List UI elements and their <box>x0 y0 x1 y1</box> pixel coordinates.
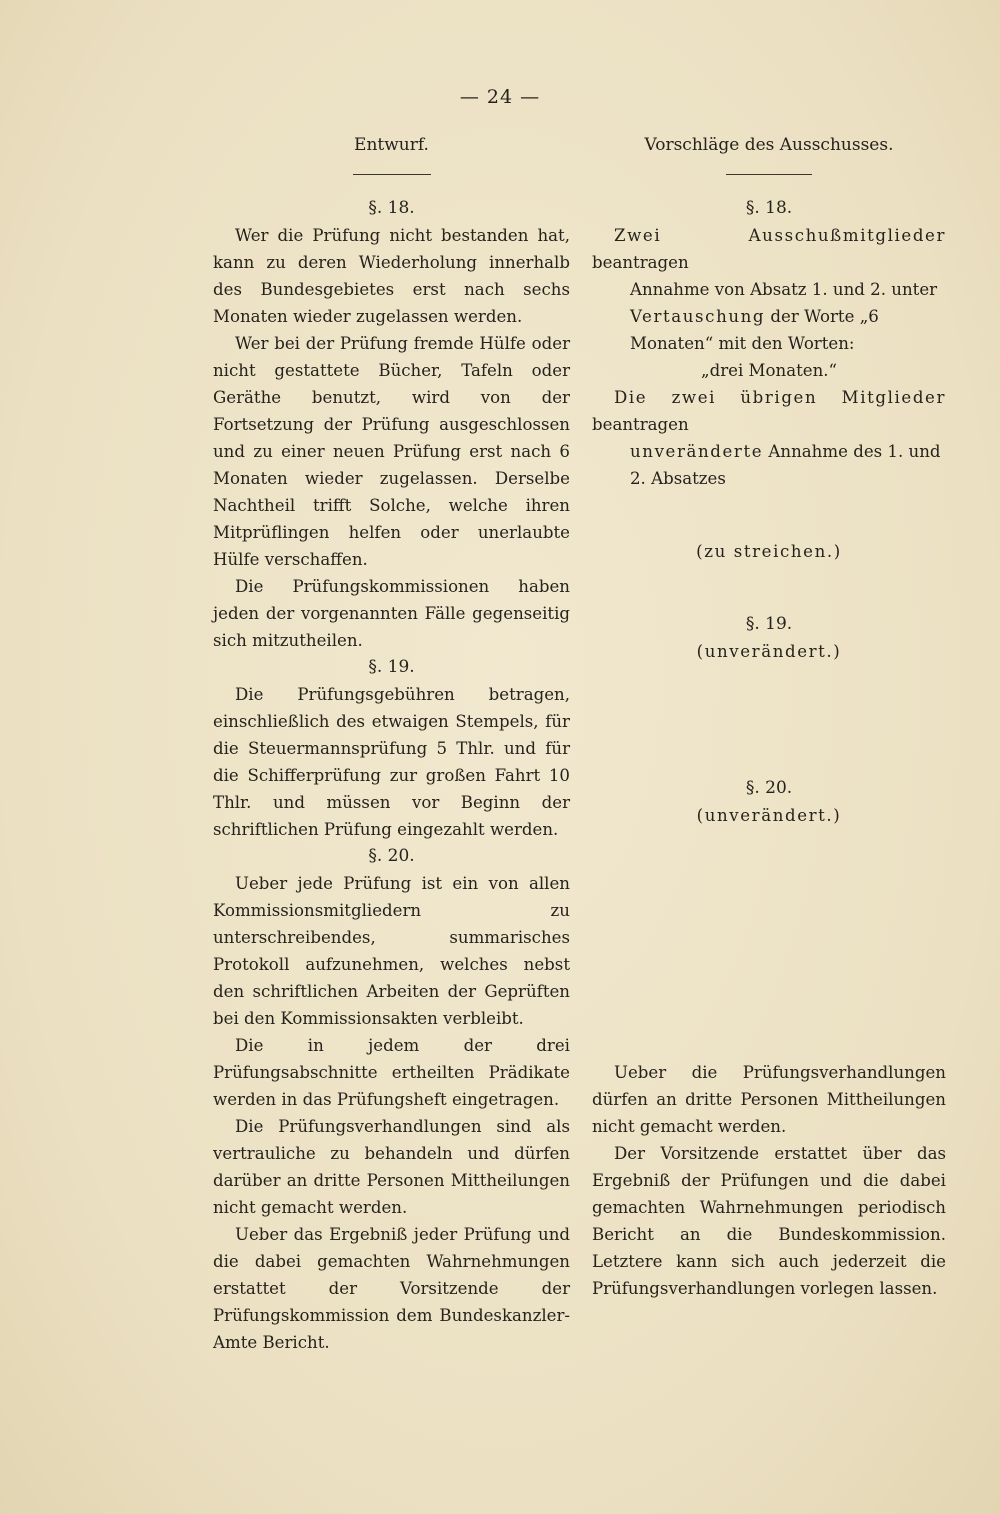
text: Annahme von Absatz 1. und 2. unter <box>630 280 938 299</box>
paragraph: Die Prüfungsverhandlungen sind als vertrauliche zu behandeln und dürfen darüber an dritte Personen Mittheilungen nicht gemacht werden. <box>213 1117 570 1217</box>
paragraph: Wer bei der Prüfung fremde Hülfe oder nicht gestattete Bücher, Tafeln oder Geräthe benutzt, wird von der Fortsetzung der Prüfung ausgeschlossen und zu einer neuen Prüfung erst nach 6 Monaten wieder zugelassen. Derselbe Nachtheil trifft Solche, welche ihren Mitprüflingen helfen oder unerlaubte Hülfe verschaffen. <box>213 334 570 569</box>
spaced-text: unveränderte <box>630 442 764 461</box>
paragraph: Die Prüfungskommissionen haben jeden der vorgenannten Fälle gegenseitig sich mitzutheilen. <box>213 577 570 650</box>
draft-column <box>213 130 570 1356</box>
proposal-line <box>592 384 946 438</box>
paragraph: Wer die Prüfung nicht bestanden hat, kann zu deren Wiederholung innerhalb des Bundesgebietes erst nach sechs Monaten wieder zugelassen werden. <box>213 226 570 326</box>
committee-heading: Vorschläge des Ausschusses. <box>644 135 894 155</box>
proposal-line <box>592 276 946 357</box>
paragraph: Die Prüfungsgebühren betragen, einschließlich des etwaigen Stempels, für die Steuermannsprüfung 5 Thlr. und für die Schifferprüfung zur großen Fahrt 10 Thlr. und müssen vor Beginn der schriftlichen Prüfung eingezahlt werden. <box>213 685 570 839</box>
section-title-20: §. 20. <box>745 778 793 798</box>
text: beantragen <box>592 415 689 434</box>
text: der Worte „6 Monaten“ mit den Worten: <box>630 307 879 353</box>
section-title-19: §. 19. <box>745 614 793 634</box>
status-note: (unverändert.) <box>696 806 842 825</box>
proposal-line <box>592 222 946 276</box>
text: beantragen <box>592 253 689 272</box>
spaced-text: Zwei Ausschußmitglieder <box>614 226 946 245</box>
status-note: (unverändert.) <box>696 642 842 661</box>
spaced-text: Die zwei übrigen Mitglieder <box>614 388 946 407</box>
proposal-line: „drei Monaten.“ <box>700 361 838 380</box>
strike-note: (zu streichen.) <box>696 542 842 561</box>
draft-heading: Entwurf. <box>354 135 429 155</box>
paragraph: Ueber die Prüfungsverhandlungen dürfen an dritte Personen Mittheilungen nicht gemacht werden. <box>592 1063 946 1136</box>
proposal-line <box>592 438 946 492</box>
section-title-18: §. 18. <box>745 198 793 218</box>
paragraph: Der Vorsitzende erstattet über das Ergebniß der Prüfungen und die dabei gemachten Wahrnehmungen periodisch Bericht an die Bundeskommission. Letztere kann sich auch jederzeit die Prüfungsverhandlungen vorlegen lassen. <box>592 1144 946 1298</box>
spaced-text: Vertauschung <box>630 307 766 326</box>
section-title-18: §. 18. <box>368 198 415 218</box>
paragraph: Ueber das Ergebniß jeder Prüfung und die dabei gemachten Wahrnehmungen erstattet der Vorsitzende der Prüfungskommission dem Bundeskanzler-Amte Bericht. <box>213 1225 570 1352</box>
page-number: — 24 — <box>459 86 541 108</box>
text: Annahme des 1. und 2. Absatzes <box>630 442 941 488</box>
section-title-19: §. 19. <box>368 657 415 677</box>
committee-column <box>592 130 946 1302</box>
paragraph: Die in jedem der drei Prüfungsabschnitte ertheilten Prädikate werden in das Prüfungsheft eingetragen. <box>213 1036 570 1109</box>
section-title-20: §. 20. <box>368 846 415 866</box>
paragraph: Ueber jede Prüfung ist ein von allen Kommissionsmitgliedern zu unterschreibendes, summarisches Protokoll aufzunehmen, welches nebst den schriftlichen Arbeiten der Geprüften bei den Kommissionsakten verbleibt. <box>213 874 570 1028</box>
